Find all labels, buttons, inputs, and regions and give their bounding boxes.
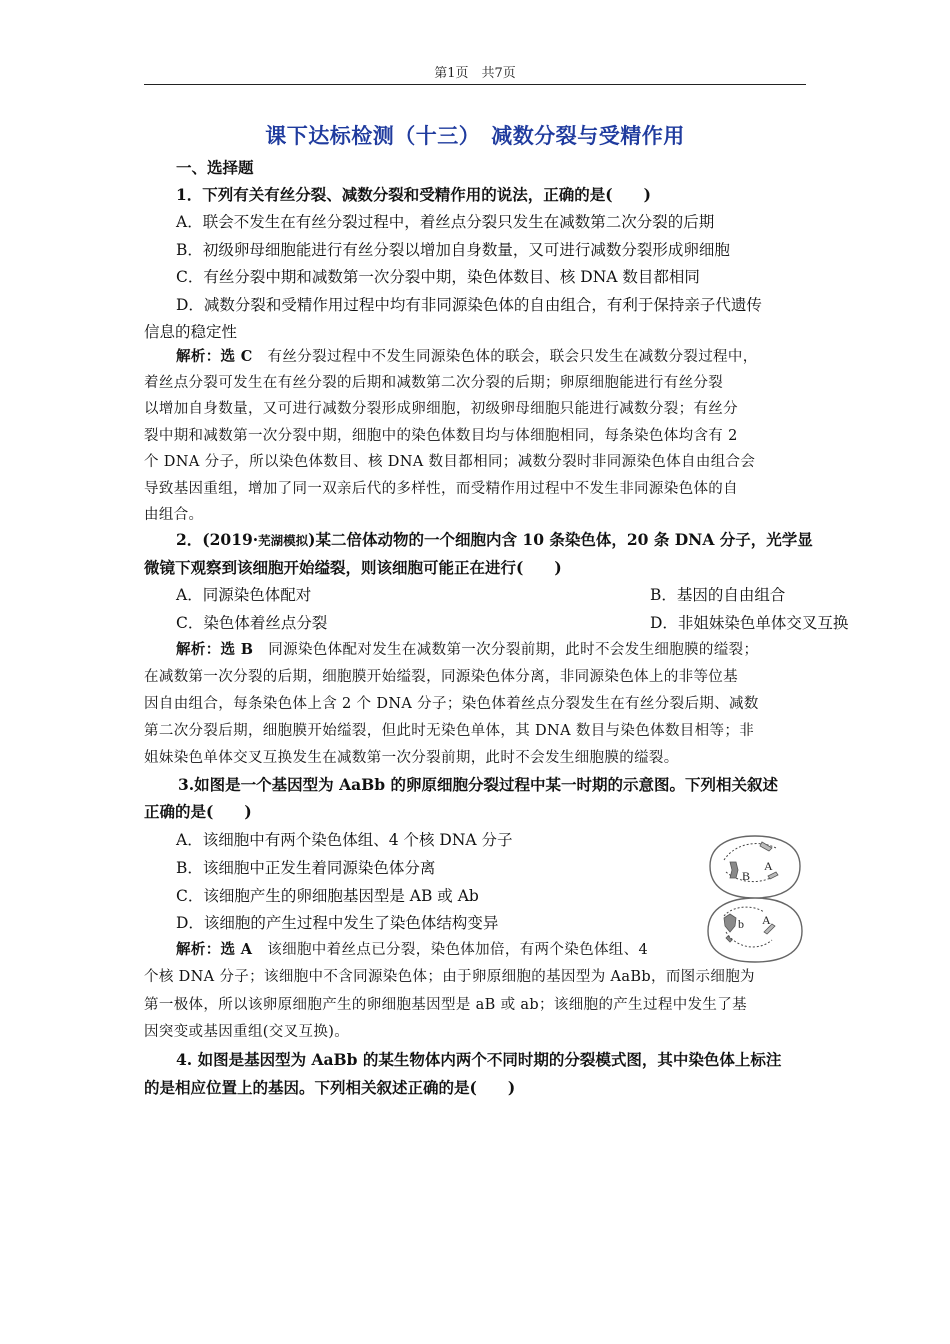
q2-option-a: A．同源染色体配对 xyxy=(176,586,312,604)
gene-label-top-right: A xyxy=(764,859,773,873)
page-title: 课下达标检测（十三） 减数分裂与受精作用 xyxy=(265,123,685,148)
q2-analysis-line-5: 姐妹染色单体交叉互换发生在减数第一次分裂前期，此时不会发生细胞膜的缢裂。 xyxy=(144,750,679,766)
q3-option-d: D．该细胞的产生过程中发生了染色体结构变异 xyxy=(176,914,499,932)
cell-membrane xyxy=(708,836,802,962)
q3-option-b: B．该细胞中正发生着同源染色体分离 xyxy=(176,859,436,877)
q2-analysis-line-3: 因自由组合，每条染色体上含 2 个 DNA 分子；染色体着丝点分裂发生在有丝分裂后期、减数 xyxy=(144,696,759,712)
q3-analysis-line-4: 因突变或基因重组(交叉互换)。 xyxy=(144,1024,350,1040)
q2-option-b: B．基因的自由组合 xyxy=(650,586,786,604)
q2-options-row-1 xyxy=(176,585,806,605)
q3-stem: 3.如图是一个基因型为 AaBb 的卵原细胞分裂过程中某一时期的示意图。下列相关叙述 xyxy=(178,775,778,794)
q2-analysis-line-4: 第二次分裂后期，细胞膜开始缢裂，但此时无染色单体，其 DNA 数目与染色体数目相等；非 xyxy=(144,723,755,739)
q3-option-c: C．该细胞产生的卵细胞基因型是 AB 或 Ab xyxy=(176,887,479,905)
q3-analysis-text: 该细胞中着丝点已分裂，染色体加倍，有两个染色体组、4 xyxy=(252,942,649,958)
q2-analysis-line-1 xyxy=(176,640,806,660)
q1-option-a: A．联会不发生在有丝分裂过程中，着丝点分裂只发生在减数第二次分裂的后期 xyxy=(176,213,715,231)
q4-stem: 4. 如图是基因型为 AaBb 的某生物体内两个不同时期的分裂模式图，其中染色体上标注 xyxy=(176,1050,782,1069)
gene-label-top-left: B xyxy=(742,869,751,883)
q1-answer-label: 解析：选 C xyxy=(176,348,253,365)
q1-analysis-text: 有丝分裂过程中不发生同源染色体的联会，联会只发生在减数分裂过程中， xyxy=(252,349,758,365)
q4-stem-cont: 的是相应位置上的基因。下列相关叙述正确的是( ) xyxy=(144,1078,516,1097)
q1-analysis-line-1 xyxy=(176,347,806,367)
q2-option-d: D．非姐妹染色单体交叉互换 xyxy=(650,614,849,632)
q3-option-a: A．该细胞中有两个染色体组、4 个核 DNA 分子 xyxy=(176,831,513,849)
q2-stem-number: 2．(2019· xyxy=(176,530,259,549)
gene-label-bottom-left: b xyxy=(738,917,744,931)
q1-option-c: C．有丝分裂中期和减数第一次分裂中期，染色体数目、核 DNA 数目都相同 xyxy=(176,268,700,286)
page-header: 第1页 共7页 xyxy=(434,66,516,81)
q2-stem-text: )某二倍体动物的一个细胞内含 10 条染色体，20 条 DNA 分子，光学显 xyxy=(308,530,813,549)
header-divider xyxy=(144,84,806,85)
q3-stem-cont: 正确的是( ) xyxy=(144,802,252,821)
q2-options-row-2 xyxy=(176,613,849,633)
q2-analysis-text: 同源染色体配对发生在减数第一次分裂前期，此时不会发生细胞膜的缢裂； xyxy=(253,642,759,658)
chromosome-b-bottom xyxy=(724,914,736,932)
q1-option-d-cont: 信息的稳定性 xyxy=(144,323,238,341)
q2-option-c: C．染色体着丝点分裂 xyxy=(176,614,328,632)
q2-analysis-line-2: 在减数第一次分裂的后期，细胞膜开始缢裂，同源染色体分离，非同源染色体上的非等位基 xyxy=(144,669,738,685)
q2-stem-cont: 微镜下观察到该细胞开始缢裂，则该细胞可能正在进行( ) xyxy=(144,558,562,577)
gene-label-bottom-right: A xyxy=(762,913,771,927)
q1-stem: 1．下列有关有丝分裂、减数分裂和受精作用的说法，正确的是( ) xyxy=(176,185,651,204)
chromosome-b-top xyxy=(730,862,738,878)
section-heading: 一、选择题 xyxy=(176,158,254,177)
q2-answer-label: 解析：选 B xyxy=(176,641,254,658)
q1-option-d: D．减数分裂和受精作用过程中均有非同源染色体的自由组合，有利于保持亲子代遗传 xyxy=(176,296,762,314)
q1-option-b: B．初级卵母细胞能进行有丝分裂以增加自身数量，又可进行减数分裂形成卵细胞 xyxy=(176,241,730,259)
q1-analysis-line-7: 由组合。 xyxy=(144,507,204,523)
dividing-cell-figure xyxy=(702,832,808,964)
q1-analysis-line-3: 以增加自身数量，又可进行减数分裂形成卵细胞，初级卵母细胞只能进行减数分裂；有丝分 xyxy=(144,401,738,417)
q3-analysis-line-1 xyxy=(176,940,696,960)
q1-analysis-line-4: 裂中期和减数第一次分裂中期，细胞中的染色体数目均与体细胞相同，每条染色体均含有 2 xyxy=(144,428,738,444)
q3-analysis-line-3: 第一极体，所以该卵原细胞产生的卵细胞基因型是 aB 或 ab；该细胞的产生过程中发生了基 xyxy=(144,997,747,1013)
q1-analysis-line-2: 着丝点分裂可发生在有丝分裂的后期和减数第二次分裂的后期；卵原细胞能进行有丝分裂 xyxy=(144,375,724,391)
q2-stem xyxy=(176,530,813,551)
q3-answer-label: 解析：选 A xyxy=(176,941,253,958)
q1-analysis-line-6: 导致基因重组，增加了同一双亲后代的多样性，而受精作用过程中不发生非同源染色体的自 xyxy=(144,481,738,497)
q1-analysis-line-5: 个 DNA 分子，所以染色体数目、核 DNA 数目都相同；减数分裂时非同源染色体自由组合会 xyxy=(144,454,756,470)
q3-analysis-line-2: 个核 DNA 分子；该细胞中不含同源染色体；由于卵原细胞的基因型为 AaBb，而图示细胞为 xyxy=(144,969,755,985)
q2-stem-source: 芜湖模拟 xyxy=(258,533,309,548)
